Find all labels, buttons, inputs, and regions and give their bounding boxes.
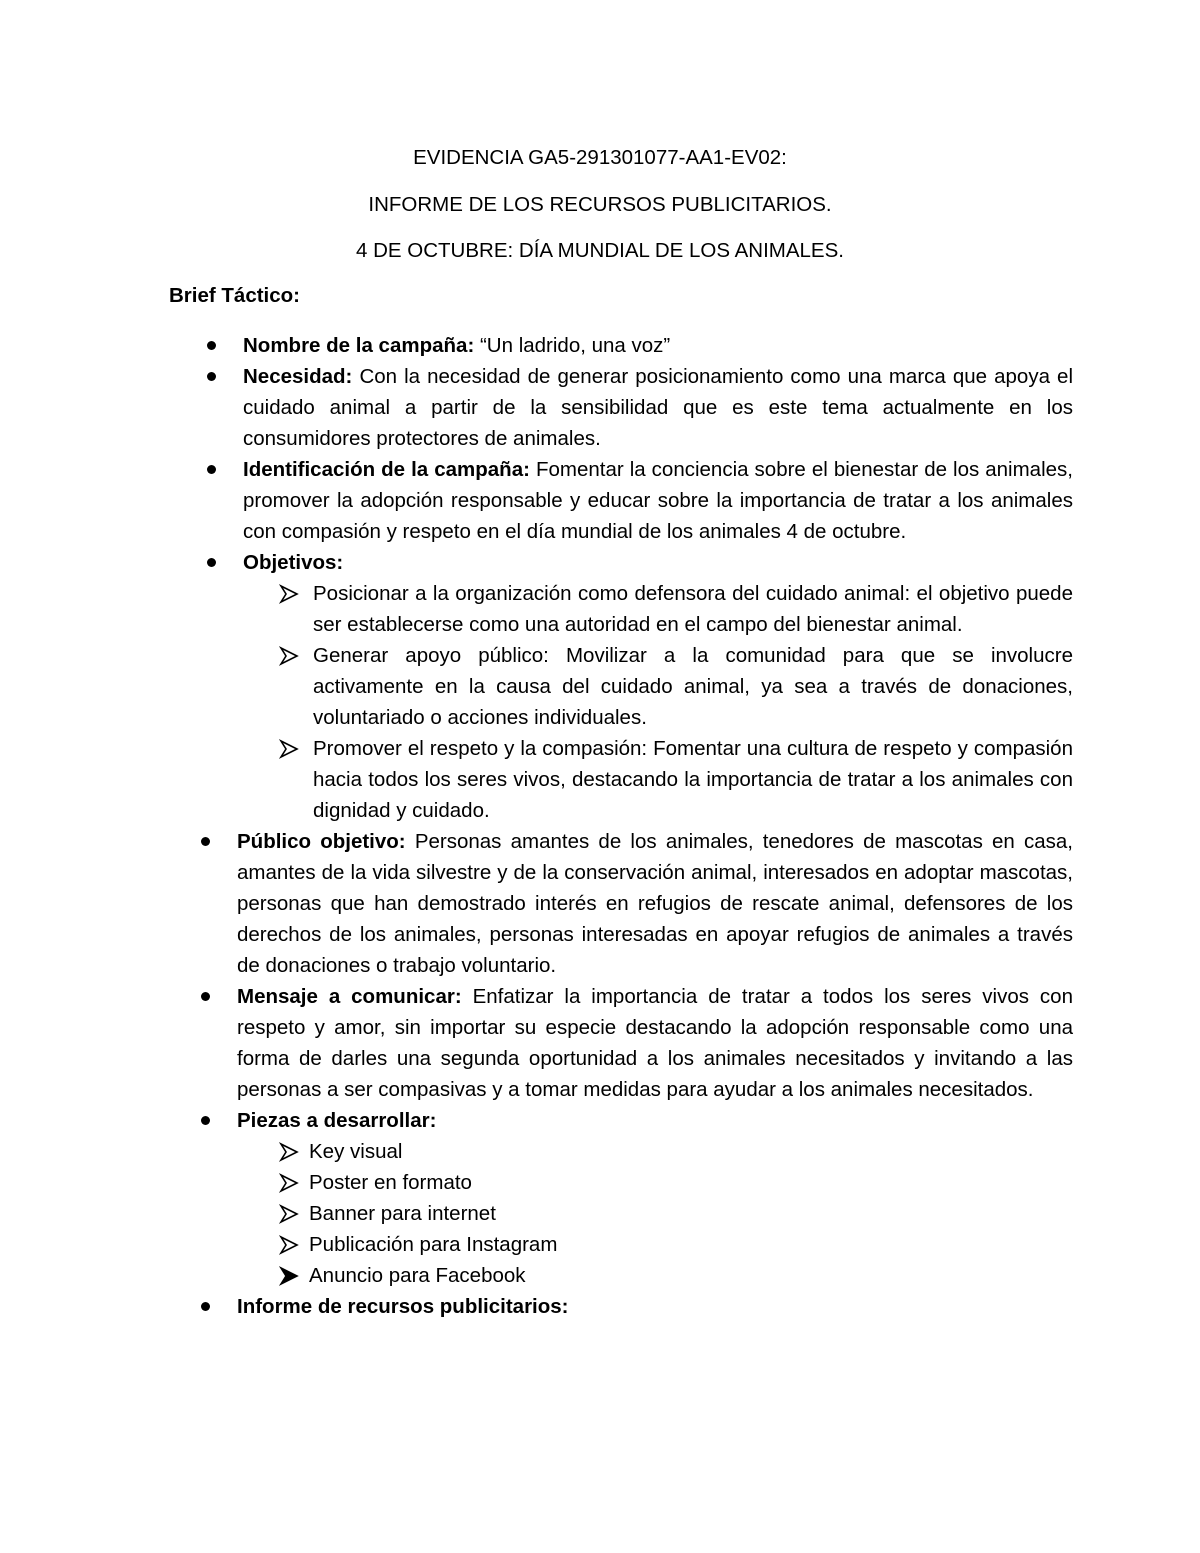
document-subtitle: INFORME DE LOS RECURSOS PUBLICITARIOS. [368,193,832,216]
item-label: Mensaje a comunicar: [237,985,462,1008]
list-item-need [207,361,1073,454]
sub-item-text: Banner para internet [309,1202,496,1225]
pieces-sublist [237,1136,1073,1291]
arrowhead-bullet-icon [279,1266,299,1286]
sub-list-item [279,1229,1073,1260]
sub-item-text: Poster en formato [309,1171,472,1194]
list-item-message [201,981,1073,1105]
list-item-objectives [207,547,1073,826]
item-text: Enfatizar la importancia de tratar a todos los seres vivos con respeto y amor, sin importar su especie destacando la adopción responsable como una forma de darles una segunda oportunidad a los animales necesitados y invitando a las personas a ser compasivas y a tomar medidas para ayudar a los animales necesitados. [237,985,1073,1101]
arrowhead-bullet-icon [279,1173,299,1193]
sub-item-text: Publicación para Instagram [309,1233,558,1256]
bullet-icon [207,341,216,350]
list-item-identification [207,454,1073,547]
item-label: Piezas a desarrollar: [237,1109,437,1132]
bullet-icon [207,372,216,381]
sub-list-item [279,1136,1073,1167]
bullet-icon [207,465,216,474]
item-text: Con la necesidad de generar posicionamiento como una marca que apoya el cuidado animal a partir de la sensibilidad que es este tema actualmente en los consumidores protectores de animales. [243,365,1073,450]
item-text: Personas amantes de los animales, tenedores de mascotas en casa, amantes de la vida silvestre y de la conservación animal, interesados en adoptar mascotas, personas que han demostrado interés en refugios de rescate animal, defensores de los derechos de los animales, personas interesadas en apoyar refugios de animales a través de donaciones o trabajo voluntario. [237,830,1073,977]
section-heading: Brief Táctico: [169,284,300,307]
item-text: “Un ladrido, una voz” [474,334,671,357]
sub-list-item [279,578,1073,640]
item-label: Identificación de la campaña: [243,458,530,481]
bullet-icon [207,558,216,567]
list-item-report [201,1291,1073,1322]
sub-item-text: Generar apoyo público: Movilizar a la comunidad para que se involucre activamente en la causa del cuidado animal, ya sea a través de donaciones, voluntariado o acciones individuales. [313,644,1073,729]
item-label: Objetivos: [243,551,344,574]
sub-list-item [279,640,1073,733]
brief-list [0,330,1200,1322]
objectives-sublist [243,578,1073,826]
sub-item-text: Posicionar a la organización como defensora del cuidado animal: el objetivo puede ser establecerse como una autoridad en el campo del bienestar animal. [313,582,1073,636]
item-label: Nombre de la campaña: [243,334,475,357]
bullet-icon [201,837,210,846]
item-label: Público objetivo: [237,830,406,853]
list-item-pieces [201,1105,1073,1291]
arrowhead-bullet-icon [279,739,299,759]
sub-list-item [279,1198,1073,1229]
list-item-campaign-name [207,330,1073,361]
arrowhead-bullet-icon [279,1235,299,1255]
arrowhead-bullet-icon [279,1142,299,1162]
sub-item-text: Promover el respeto y la compasión: Fomentar una cultura de respeto y compasión hacia todos los seres vivos, destacando la importancia de tratar a los animales con dignidad y cuidado. [313,737,1073,822]
sub-list-item [279,1260,1073,1291]
list-item-target-audience [201,826,1073,981]
arrowhead-bullet-icon [279,646,299,666]
sub-item-text: Key visual [309,1140,403,1163]
item-label: Informe de recursos publicitarios: [237,1295,569,1318]
item-text: Fomentar la conciencia sobre el bienestar de los animales, promover la adopción responsable y educar sobre la importancia de tratar a los animales con compasión y respeto en el día mundial de los animales 4 de octubre. [243,458,1073,543]
arrowhead-bullet-icon [279,584,299,604]
sub-item-text: Anuncio para Facebook [309,1264,526,1287]
document-title: EVIDENCIA GA5-291301077-AA1-EV02: [413,146,787,169]
item-label: Necesidad: [243,365,353,388]
document-date-heading: 4 DE OCTUBRE: DÍA MUNDIAL DE LOS ANIMALES. [356,239,844,262]
arrowhead-bullet-icon [279,1204,299,1224]
sub-list-item [279,733,1073,826]
bullet-icon [201,1302,210,1311]
sub-list-item [279,1167,1073,1198]
bullet-icon [201,992,210,1001]
bullet-icon [201,1116,210,1125]
